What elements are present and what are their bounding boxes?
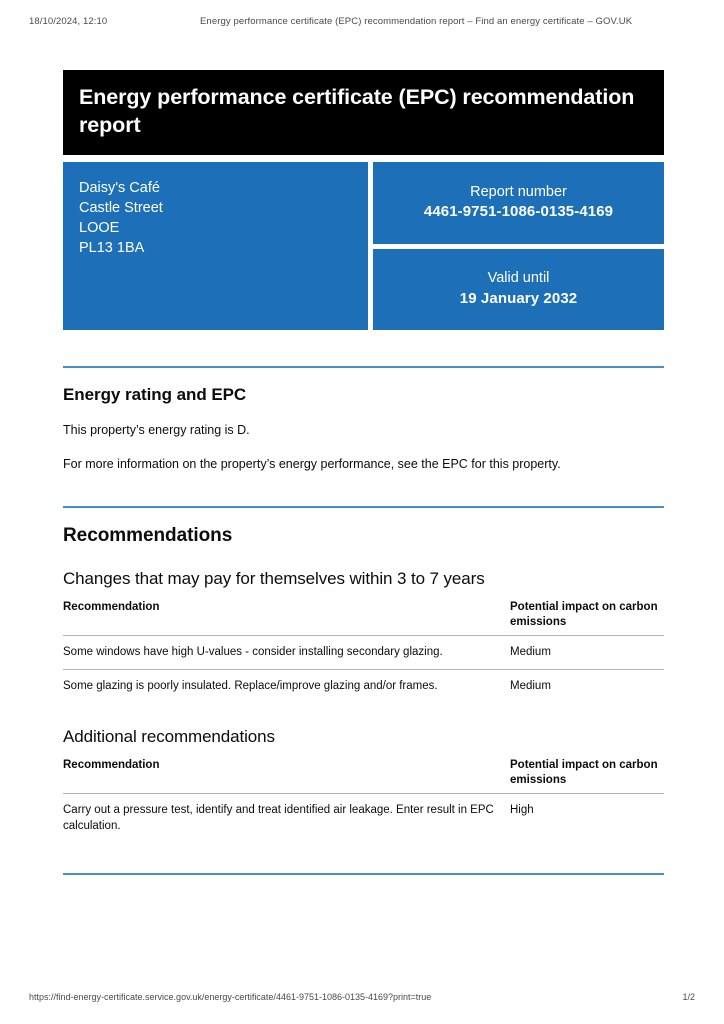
address-line: Daisy's Café bbox=[79, 180, 160, 197]
column-header-impact: Potential impact on carbon emissions bbox=[510, 759, 658, 786]
cell-impact: Medium bbox=[510, 670, 664, 704]
table-row bbox=[63, 794, 664, 844]
cell-recommendation: Some glazing is poorly insulated. Replace/improve glazing and/or frames. bbox=[63, 670, 510, 704]
additional-group-subheading: Additional recommendations bbox=[63, 727, 275, 746]
print-footer-page-number: 1/2 bbox=[682, 992, 695, 1002]
valid-until-label: Valid until bbox=[487, 270, 550, 287]
column-header-recommendation: Recommendation bbox=[63, 759, 160, 772]
cell-impact: Medium bbox=[510, 635, 664, 670]
energy-rating-heading: Energy rating and EPC bbox=[63, 385, 247, 405]
certificate-meta-column bbox=[373, 162, 664, 330]
section-divider bbox=[63, 873, 664, 875]
print-footer-url: https://find-energy-certificate.service.gov.uk/energy-certificate/4461-9751-1086-0135-4169?print=true bbox=[29, 992, 432, 1002]
table-header-row bbox=[63, 600, 664, 635]
payback-recommendations-table bbox=[63, 600, 664, 704]
print-header-datetime: 18/10/2024, 12:10 bbox=[29, 16, 108, 27]
address-line: LOOE bbox=[79, 220, 120, 237]
print-footer bbox=[0, 992, 724, 1006]
valid-until-value: 19 January 2032 bbox=[459, 289, 578, 307]
epc-info-paragraph: For more information on the property’s energy performance, see the EPC for this property. bbox=[63, 457, 561, 472]
property-address-panel bbox=[63, 162, 368, 330]
cell-recommendation: Carry out a pressure test, identify and treat identified air leakage. Enter result in EPC calculation. bbox=[63, 794, 510, 844]
table-row bbox=[63, 635, 664, 670]
valid-until-panel bbox=[373, 249, 664, 331]
print-header bbox=[0, 16, 724, 30]
document-page bbox=[63, 70, 664, 875]
certificate-summary-strip bbox=[63, 162, 664, 330]
column-header-impact: Potential impact on carbon emissions bbox=[510, 601, 658, 628]
address-line: PL13 1BA bbox=[79, 240, 145, 257]
column-header-recommendation: Recommendation bbox=[63, 601, 160, 614]
address-line: Castle Street bbox=[79, 200, 163, 217]
print-header-document-title: Energy performance certificate (EPC) recommendation report – Find an energy certificate – GOV.UK bbox=[200, 16, 633, 27]
page-title-banner: Energy performance certificate (EPC) recommendation report bbox=[63, 70, 664, 155]
table-row bbox=[63, 670, 664, 704]
recommendations-heading: Recommendations bbox=[63, 525, 233, 547]
report-number-value: 4461-9751-1086-0135-4169 bbox=[423, 203, 614, 221]
payback-group-subheading: Changes that may pay for themselves within 3 to 7 years bbox=[63, 568, 485, 588]
additional-recommendations-table bbox=[63, 758, 664, 843]
cell-impact: High bbox=[510, 794, 664, 844]
energy-rating-paragraph: This property’s energy rating is D. bbox=[63, 423, 250, 438]
report-number-label: Report number bbox=[470, 183, 567, 200]
report-number-panel bbox=[373, 162, 664, 244]
table-header-row bbox=[63, 758, 664, 793]
cell-recommendation: Some windows have high U-values - consider installing secondary glazing. bbox=[63, 635, 510, 670]
